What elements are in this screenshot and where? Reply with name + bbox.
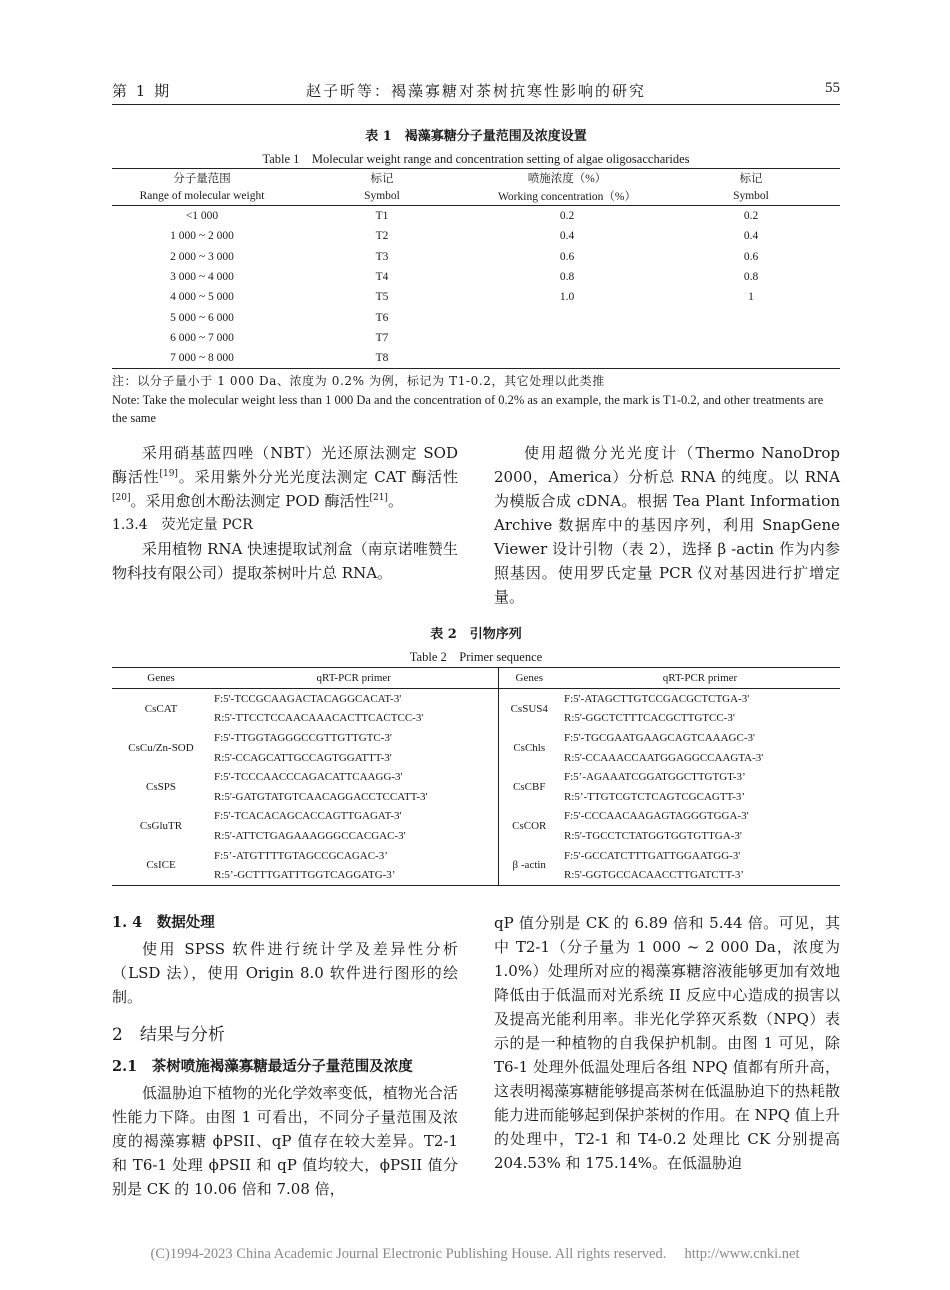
gene-name: CsCu/Zn-SOD bbox=[128, 741, 194, 754]
table-row bbox=[112, 328, 840, 348]
table1-header-cell: 标记 bbox=[370, 173, 394, 185]
table2-caption-cn: 表 2 引物序列 bbox=[430, 627, 522, 642]
paragraph: qP 值分别是 CK 的 6.89 倍和 5.44 倍。可见，其中 T2-1（分子量为 1 000 ~ 2 000 Da，浓度为 1.0%）处理所对应的褐藻寡糖溶液能够更加有效地降低由于低温而对光系统 II 反应中心造成的损害以及提高光能利用率。非光化学猝灭系数（NPQ）表示的是一种植物的自我保护机制。由图 1 可见，除 T6-1 处理外低温处理后各组 NPQ 值都有所升高，这表明褐藻寡糖能够提高茶树在低温胁迫下的热耗散能力进而能够起到保护茶树的作用。在 NPQ 值上升的处理中，T2-1 和 T4-0.2 处理比 CK 分别提高 204.53% 和 175.14%。在低温胁迫 bbox=[494, 914, 840, 1172]
primer-reverse: R:5'-GATGTATGTCAACAGGACCTCCATT-3' bbox=[214, 790, 428, 803]
copyright-footer: (C)1994-2023 China Academic Journal Electronic Publishing House. All rights reserved. http://www.cnki.net bbox=[150, 1246, 800, 1262]
paragraph: 使用 SPSS 软件进行统计学及差异性分析（LSD 法），使用 Origin 8.0 软件进行图形的绘制。 bbox=[112, 940, 458, 1006]
page-number: 55 bbox=[825, 80, 840, 96]
gene-name: CsSPS bbox=[146, 780, 176, 793]
primer-forward: F:5’-ATGTTTTGTAGCCGCAGAC-3’ bbox=[214, 849, 388, 862]
table-cell: T7 bbox=[375, 331, 389, 344]
table-cell: 3 000 ~ 4 000 bbox=[170, 271, 234, 284]
table-cell: 2 000 ~ 3 000 bbox=[170, 250, 234, 263]
table-cell: 0.8 bbox=[559, 271, 575, 284]
table-row bbox=[112, 267, 840, 287]
table-cell bbox=[662, 348, 840, 369]
table-cell: 1.0 bbox=[559, 291, 575, 304]
table1-header-cn bbox=[112, 169, 840, 188]
running-title: 赵子昕等：褐藻寡糖对茶树抗寒性影响的研究 bbox=[305, 82, 646, 100]
table-cell bbox=[472, 348, 662, 369]
table-cell: T8 bbox=[375, 352, 389, 365]
section-heading-1-3-4: 1.3.4 荧光定量 PCR bbox=[112, 517, 253, 533]
gene-name: CsGluTR bbox=[139, 820, 183, 833]
section-heading-2-1: 2.1 茶树喷施褐藻寡糖最适分子量范围及浓度 bbox=[112, 1058, 413, 1075]
table-row bbox=[112, 247, 840, 267]
table1-header-cell: Symbol bbox=[662, 187, 840, 206]
table1-note-cn: 注：以分子量小于 1 000 Da、浓度为 0.2% 为例，标记为 T1-0.2，其它处理以此类推 bbox=[112, 374, 605, 388]
table1-header-cell: Range of molecular weight bbox=[112, 187, 292, 206]
citation: [21] bbox=[369, 493, 388, 503]
table1-header-cell: 标记 bbox=[739, 173, 763, 185]
section-heading-2: 2 结果与分析 bbox=[112, 1025, 225, 1045]
table-cell: 0.6 bbox=[559, 250, 575, 263]
gene-name: CsSUS4 bbox=[498, 689, 560, 729]
table-cell: T2 bbox=[375, 230, 389, 243]
table-row bbox=[112, 826, 840, 846]
primer-forward: F:5'-TGCGAATGAAGCAGTCAAAGC-3' bbox=[564, 731, 755, 744]
table2-header-cell: Genes bbox=[498, 668, 560, 689]
table2-header-cell: qRT-PCR primer bbox=[560, 668, 840, 689]
table-cell bbox=[472, 307, 662, 327]
table-cell: 4 000 ~ 5 000 bbox=[170, 291, 234, 304]
primer-forward: F:5'-TCCCAACCCAGACATTCAAGG-3' bbox=[214, 771, 403, 784]
running-header bbox=[112, 78, 840, 104]
gene-name: CsCOR bbox=[498, 807, 560, 846]
section-heading-1-4: 1. 4 数据处理 bbox=[112, 914, 215, 931]
primer-forward: F:5'-TTGGTAGGGCCGTTGTTGTC-3' bbox=[214, 731, 392, 744]
paragraph: 采用植物 RNA 快速提取试剂盒（南京诺唯赞生物科技有限公司）提取茶树叶片总 RNA。 bbox=[112, 540, 458, 582]
table-cell: 0.2 bbox=[559, 210, 575, 223]
table-cell: T5 bbox=[375, 291, 389, 304]
primer-forward: F:5'-TCCGCAAGACTACAGGCACAT-3' bbox=[214, 692, 402, 705]
paragraph: 使用超微分光光度计（Thermo NanoDrop 2000，America）分析总 RNA 的纯度。以 RNA 为模版合成 cDNA。根据 Tea Plant Information Archive 数据库中的基因序列，利用 SnapGene Viewer 设计引物（表 2），选择 β -actin 作为内参照基因。使用罗氏定量 PCR 仪对基因进行扩增定量。 bbox=[494, 444, 840, 606]
table-cell: 0.2 bbox=[743, 210, 759, 223]
text: 采用硝基蓝四唑（NBT）光还原法测定 SOD 酶活性 bbox=[112, 444, 458, 486]
table1-header-cell: 分子量范围 bbox=[173, 173, 231, 185]
citation: [19] bbox=[159, 469, 178, 479]
gene-name: CsCAT bbox=[144, 702, 178, 715]
text: 。 bbox=[387, 492, 403, 510]
table-row bbox=[112, 709, 840, 729]
paragraph: 低温胁迫下植物的光化学效率变低，植物光合活性能力下降。由图 1 可看出，不同分子量范围及浓度的褐藻寡糖 ϕPSII、qP 值存在较大差异。T2-1 和 T6-1 处理 ϕPSII 和 qP 值均较大，ϕPSII 值分别是 CK 的 10.06 倍和 7.08 倍， bbox=[112, 1084, 458, 1198]
table1-note-en: Note: Take the molecular weight less than 1 000 Da and the concentration of 0.2% as an example, the mark is T1-0.2, and other treatments are the same bbox=[112, 393, 824, 425]
table-cell: T3 bbox=[375, 250, 389, 263]
table-cell: 1 bbox=[748, 291, 754, 304]
table-cell: T1 bbox=[375, 210, 389, 223]
primer-forward: F:5'-CCCAACAAGAGTAGGGTGGA-3' bbox=[564, 810, 749, 823]
table-cell: T4 bbox=[375, 271, 389, 284]
primer-reverse: R:5'-CCAAACCAATGGAGGCCAAGTA-3' bbox=[564, 751, 764, 764]
table-cell: 5 000 ~ 6 000 bbox=[170, 311, 234, 324]
primer-forward: F:5’-AGAAATCGGATGGCTTGTGT-3’ bbox=[564, 771, 746, 784]
primer-reverse: R:5'-TGCCTCTATGGTGGTGTTGA-3' bbox=[564, 829, 742, 842]
text: 。采用愈创木酚法测定 POD 酶活性 bbox=[130, 492, 370, 510]
gene-name: CsCBF bbox=[498, 767, 560, 806]
table1-header-cell: Working concentration（%） bbox=[472, 187, 662, 206]
table-cell: 1 000 ~ 2 000 bbox=[170, 230, 234, 243]
primer-reverse: R:5'-CCAGCATTGCCAGTGGATTT-3' bbox=[214, 751, 392, 764]
table1-note bbox=[112, 372, 840, 427]
primer-reverse: R:5'-GGTGCCACAACCTTGATCTT-3’ bbox=[564, 869, 745, 882]
gene-name: β -actin bbox=[498, 846, 560, 886]
table-row bbox=[112, 767, 840, 787]
primer-forward: F:5'-ATAGCTTGTCCGACGCTCTGA-3' bbox=[564, 692, 750, 705]
table2 bbox=[112, 667, 840, 886]
table2-caption-en: Table 2 Primer sequence bbox=[409, 650, 543, 664]
primer-forward: F:5'-TCACACAGCACCAGTTGAGAT-3' bbox=[214, 810, 402, 823]
table-row bbox=[112, 807, 840, 827]
table2-header bbox=[112, 668, 840, 689]
table-row bbox=[112, 865, 840, 885]
table-row bbox=[112, 226, 840, 246]
table-cell: 0.4 bbox=[743, 230, 759, 243]
primer-reverse: R:5'-GGCTCTTTCACGCTTGTCC-3' bbox=[564, 712, 735, 725]
table1 bbox=[112, 168, 840, 369]
table2-header-cell: qRT-PCR primer bbox=[210, 668, 498, 689]
table-row bbox=[112, 287, 840, 307]
table-row bbox=[112, 348, 840, 369]
table-cell bbox=[662, 328, 840, 348]
table-cell: T6 bbox=[375, 311, 389, 324]
primer-reverse: R:5'-ATTCTGAGAAAGGGCCACGAC-3' bbox=[214, 829, 406, 842]
table-cell: 0.8 bbox=[743, 271, 759, 284]
table1-header-en bbox=[112, 187, 840, 206]
issue-number: 第 1 期 bbox=[112, 82, 172, 100]
table-row bbox=[112, 846, 840, 866]
gene-name: CsChls bbox=[498, 728, 560, 767]
upper-right-column bbox=[494, 441, 840, 609]
table-row bbox=[112, 689, 840, 709]
paragraph bbox=[112, 441, 458, 513]
table-row bbox=[112, 748, 840, 768]
table-row bbox=[112, 787, 840, 807]
primer-reverse: R:5’-TTGTCGTCTCAGTCGCAGTT-3’ bbox=[564, 790, 746, 803]
table-cell bbox=[662, 307, 840, 327]
table-cell: 0.4 bbox=[559, 230, 575, 243]
upper-left-column bbox=[112, 441, 458, 585]
table-cell: 0.6 bbox=[743, 250, 759, 263]
lower-right-column bbox=[494, 911, 840, 1175]
table1-caption-en: Table 1 Molecular weight range and concentration setting of algae oligosaccharides bbox=[262, 152, 690, 166]
table-cell: 6 000 ~ 7 000 bbox=[170, 331, 234, 344]
table-row bbox=[112, 206, 840, 227]
table2-header-cell: Genes bbox=[112, 668, 210, 689]
text: 。采用紫外分光光度法测定 CAT 酶活性 bbox=[177, 468, 458, 486]
table-cell bbox=[472, 328, 662, 348]
primer-reverse: R:5'-TTCCTCCAACAAACACTTCACTCC-3' bbox=[214, 712, 424, 725]
header-rule bbox=[112, 104, 840, 105]
table1-header-cell: Symbol bbox=[292, 187, 472, 206]
primer-reverse: R:5’-GCTTTGATTTGGTCAGGATG-3’ bbox=[214, 869, 396, 882]
table-cell: 7 000 ~ 8 000 bbox=[170, 352, 234, 365]
table-row bbox=[112, 728, 840, 748]
table1-header-cell: 喷施浓度（%） bbox=[527, 173, 607, 185]
gene-name: CsICE bbox=[146, 859, 176, 872]
lower-left-column bbox=[112, 911, 458, 1201]
citation: [20] bbox=[112, 493, 131, 503]
table-row bbox=[112, 307, 840, 327]
primer-forward: F:5'-GCCATCTTTGATTGGAATGG-3' bbox=[564, 849, 741, 862]
table-cell: <1 000 bbox=[185, 210, 219, 223]
table1-caption-cn: 表 1 褐藻寡糖分子量范围及浓度设置 bbox=[365, 129, 587, 144]
